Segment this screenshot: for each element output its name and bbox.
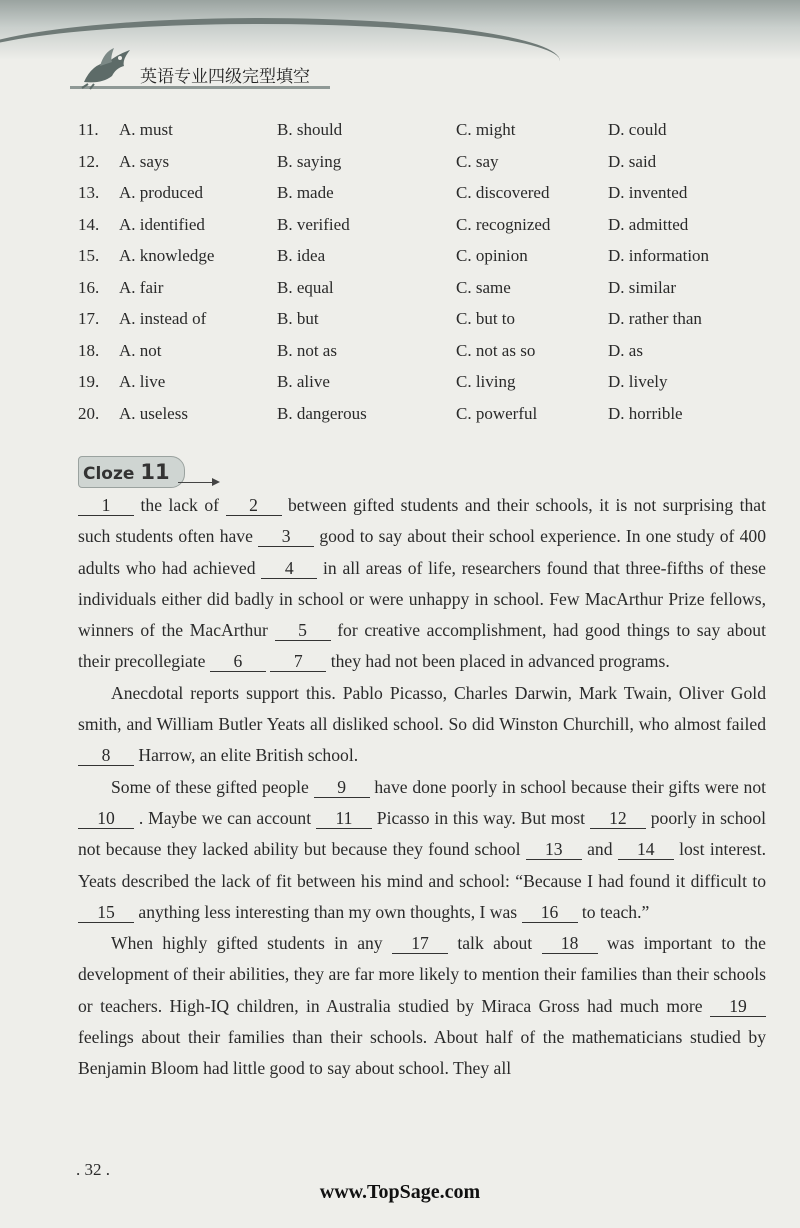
blank: 8 — [78, 745, 134, 766]
paragraph-3 — [78, 772, 766, 928]
choice-b: B. made — [277, 183, 334, 202]
footer-url: www.TopSage.com — [319, 1181, 481, 1203]
choice-b: B. dangerous — [277, 403, 367, 423]
passage-text: they had not been placed in advanced programs. — [326, 651, 670, 672]
passage-text: Picasso in this way. But most — [371, 807, 590, 828]
choice-b: B. idea — [277, 246, 326, 265]
blank: 12 — [590, 808, 646, 829]
passage-text: Some of these gifted people — [111, 776, 314, 797]
blank: 1 — [78, 495, 134, 516]
question-number: 15. — [78, 246, 100, 265]
cloze-label: Cloze — [83, 464, 135, 484]
choice-d: D. rather than — [608, 309, 702, 328]
cloze-number: 11 — [140, 460, 170, 484]
option-row — [78, 368, 768, 400]
options-table — [78, 116, 768, 431]
passage-text: have done poorly in school because their gifts were not — [369, 776, 767, 797]
choice-c: C. opinion — [456, 246, 528, 265]
dragon-mascot-icon — [78, 44, 134, 90]
choice-b: B. but — [277, 309, 319, 328]
blank: 4 — [261, 558, 317, 579]
passage-text: Anecdotal reports support this. Pablo Picasso, Charles Darwin, Mark Twain, Oliver Gold smith, and William Butler Yeats all disliked school. So did Winston Churchill, who almost failed — [78, 682, 766, 735]
blank: 11 — [316, 808, 372, 829]
cloze-heading — [78, 452, 218, 492]
paragraph-4 — [78, 928, 766, 1084]
question-number: 13. — [78, 183, 100, 202]
passage-text: . Maybe we can account — [134, 807, 316, 828]
blank: 19 — [710, 996, 766, 1017]
option-row — [78, 179, 768, 211]
choice-d: D. horrible — [608, 403, 683, 423]
choice-d: D. said — [608, 151, 657, 171]
choice-a: A. must — [119, 120, 173, 139]
choice-a: A. instead of — [119, 309, 207, 328]
choice-b: B. equal — [277, 277, 334, 297]
question-number: 18. — [78, 340, 100, 360]
arrow-right-icon — [178, 482, 218, 483]
option-row — [78, 211, 768, 243]
option-row — [78, 400, 768, 432]
choice-a: A. not — [119, 340, 162, 360]
option-row — [78, 242, 768, 274]
passage-text: talk about — [447, 933, 542, 954]
choice-c: C. recognized — [456, 214, 551, 234]
choice-d: D. information — [608, 246, 710, 265]
choice-b: B. alive — [277, 372, 330, 391]
choice-a: A. says — [119, 151, 170, 171]
blank: 7 — [270, 651, 326, 672]
option-row — [78, 337, 768, 369]
choice-a: A. identified — [119, 214, 205, 234]
paragraph-2 — [78, 678, 766, 772]
choice-b: B. saying — [277, 151, 342, 171]
passage-text: to teach.” — [577, 901, 650, 922]
passage-text: for creative accomplishment, had good things to say about their precollegiate — [78, 620, 766, 672]
choice-b: B. not as — [277, 340, 337, 360]
choice-d: D. admitted — [608, 214, 689, 234]
choice-c: C. not as so — [456, 340, 536, 360]
blank: 14 — [618, 839, 674, 860]
question-number: 17. — [78, 309, 100, 328]
passage-text: poorly in school not because they lacked ability but because they found school — [78, 807, 766, 860]
passage-text: good to say about their school experience. In one study of 400 adults who had achieved — [78, 526, 766, 578]
choice-d: D. similar — [608, 277, 676, 297]
question-number: 19. — [78, 372, 100, 391]
passage-text: When highly gifted students in any — [111, 933, 392, 954]
choice-c: C. living — [456, 372, 516, 391]
passage-text: feelings about their families than their schools. About half of the mathematicians studied by Benjamin Bloom had little good to say about school. They all — [78, 1027, 766, 1079]
question-number: 11. — [78, 120, 99, 139]
passage-text: anything less interesting than my own thoughts, I was — [134, 901, 522, 922]
option-row — [78, 274, 768, 306]
blank: 15 — [78, 902, 134, 923]
choice-a: A. live — [119, 372, 166, 391]
passage-text: between gifted students and their schools, it is not surprising that such students often have — [78, 495, 767, 547]
question-number: 20. — [78, 403, 100, 423]
blank: 10 — [78, 808, 134, 829]
passage-text: Harrow, an elite British school. — [134, 745, 359, 766]
blank: 16 — [522, 902, 578, 923]
passage-text: the lack of — [134, 495, 226, 515]
blank: 5 — [275, 620, 331, 641]
passage-text: and — [581, 839, 618, 860]
choice-c: C. discovered — [456, 183, 550, 202]
choice-d: D. could — [608, 120, 667, 139]
page-number: . 32 . — [76, 1160, 110, 1179]
passage-text: in all areas of life, researchers found that three-fifths of these individuals either did badly in school or were unhappy in school. Few MacArthur Prize fellows, winners of the MacArthur — [78, 557, 766, 641]
choice-d: D. lively — [608, 372, 668, 391]
option-row — [78, 305, 768, 337]
option-row — [78, 116, 768, 148]
blank: 2 — [226, 495, 282, 516]
choice-c: C. might — [456, 120, 516, 139]
paragraph-1 — [78, 490, 766, 678]
blank: 6 — [210, 651, 266, 672]
choice-c: C. powerful — [456, 403, 538, 423]
choice-a: A. knowledge — [119, 246, 215, 265]
question-number: 12. — [78, 151, 100, 171]
book-title: 英语专业四级完型填空 — [140, 67, 310, 87]
passage-text: was important to the development of their abilities, they are far more likely to mention their families than their schools or teachers. High-IQ children, in Australia studied by Miraca Gross had much more — [78, 933, 766, 1016]
question-number: 14. — [78, 214, 100, 234]
choice-c: C. say — [456, 151, 499, 171]
passage — [78, 490, 766, 1085]
choice-a: A. useless — [119, 403, 188, 423]
choice-c: C. but to — [456, 309, 516, 328]
cloze-badge — [78, 456, 185, 488]
blank: 18 — [542, 933, 598, 954]
choice-d: D. invented — [608, 183, 688, 202]
blank: 9 — [314, 777, 370, 798]
passage-text: lost interest. Yeats described the lack of fit between his mind and school: “Because I had found it difficult to — [78, 839, 767, 891]
blank: 17 — [392, 933, 448, 954]
choice-a: A. produced — [119, 183, 204, 202]
option-row — [78, 148, 768, 180]
choice-b: B. verified — [277, 214, 350, 234]
choice-a: A. fair — [119, 277, 164, 297]
choice-b: B. should — [277, 120, 343, 139]
choice-d: D. as — [608, 340, 643, 360]
blank: 3 — [258, 526, 314, 547]
choice-c: C. same — [456, 277, 511, 297]
blank: 13 — [526, 839, 582, 860]
question-number: 16. — [78, 277, 100, 297]
